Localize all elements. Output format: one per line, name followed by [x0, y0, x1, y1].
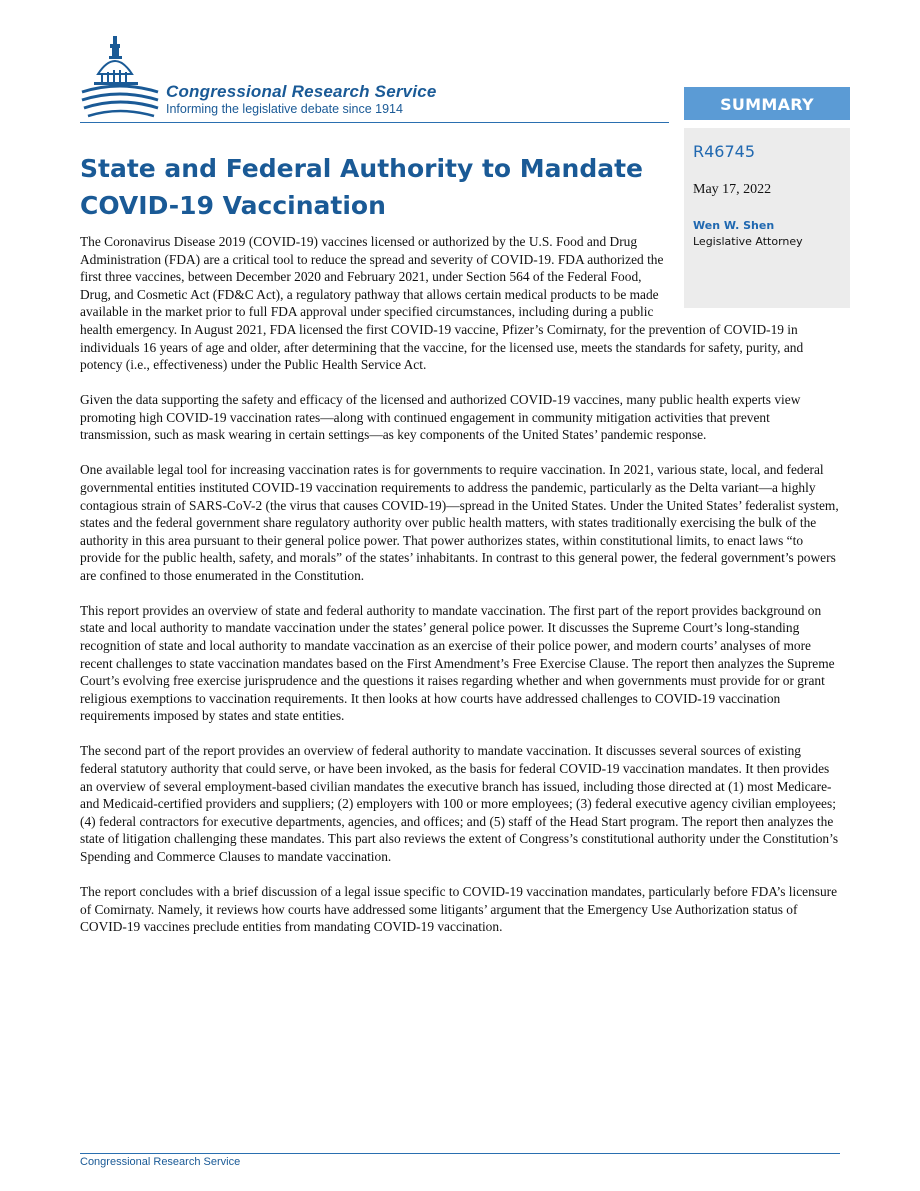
paragraph: The Coronavirus Disease 2019 (COVID-19) vaccines licensed or authorized by the U.S. Food and Drug Administration (FDA) are a critical tool to reduce the spread and severity of COVID-19. FDA authorized the first three vaccines, between December 2020 and February 2021, under Section 564 of the Federal Food, Drug, and Cosmetic Act (FD&C Act), a regulatory pathway that allows certain medical products to be made available in the market prior to full FDA approval under specified circumstances, including during a public health emergency. In August 2021, FDA licensed the first COVID-19 vaccine, Pfizer’s Comirnaty, for the prevention of COVID-19 in individuals 16 years of age and older, after determining that the vaccine, for the licensed use, meets the standards for safety, purity, and potency (i.e., effectiveness) under the Public Health Service Act.	[80, 234, 804, 373]
org-name: Congressional Research Service	[166, 82, 437, 101]
author-title: Legislative Attorney	[693, 235, 803, 248]
org-tagline: Informing the legislative debate since 1914	[166, 102, 403, 116]
sidebar-spacer	[668, 233, 840, 306]
paragraph: The second part of the report provides an overview of federal authority to mandate vaccination. It discusses several sources of existing federal statutory authority that could serve, or have been invoked, as the basis for federal COVID-19 vaccination mandates. It then provides an overview of several employment-based civilian mandates the executive branch has issued, including those directed at (1) most Medicare- and Medicaid-certified providers and suppliers; (2) employers with 100 or more employees; (3) federal executive agency civilian employees; (4) federal contractors for executive departments, agencies, and offices; and (5) staff of the Head Start program. The report then analyzes the state of litigation challenging these mandates. This part also reviews the extent of Congress’s constitutional authority under the Constitution’s Spending and Commerce Clauses to mandate vaccination.	[80, 743, 839, 864]
header-divider	[80, 122, 669, 123]
crs-logo	[80, 34, 480, 124]
author-name: Wen W. Shen	[693, 219, 775, 232]
page-title: State and Federal Authority to Mandate COVID-19 Vaccination	[80, 154, 644, 220]
capitol-dome-icon	[80, 34, 166, 124]
footer-divider	[80, 1153, 840, 1154]
summary-body	[80, 233, 840, 953]
footer-org-name: Congressional Research Service	[80, 1156, 241, 1168]
report-date: May 17, 2022	[693, 182, 772, 197]
paragraph: Given the data supporting the safety and efficacy of the licensed and authorized COVID-19 vaccines, many public health experts view promoting high COVID-19 vaccination rates—along with continued engagement in community mitigation activities that prevent transmission, such as mask wearing in certain settings—as key components of the United States’ pandemic response.	[80, 392, 801, 443]
paragraph: One available legal tool for increasing vaccination rates is for governments to require vaccination. In 2021, various state, local, and federal governmental entities instituted COVID-19 vaccination requirements to address the pandemic, particularly as the Delta variant—a highly contagious strain of SARS-CoV-2 (the virus that causes COVID-19)—spread in the United States. Under the United States’ federalist system, states and the federal government share regulatory authority over public health matters, with states traditionally exercising the bulk of the authority in this area pursuant to their general police power. That power authorizes states, within constitutional limits, to enact laws “to provide for the public health, safety, and morals” of the states’ inhabitants. In contrast to this general power, the federal government’s powers are confined to those enumerated in the Constitution.	[80, 462, 839, 583]
summary-label: SUMMARY	[684, 87, 850, 120]
paragraph: The report concludes with a brief discussion of a legal issue specific to COVID-19 vaccination mandates, particularly before FDA’s licensure of Comirnaty. Namely, it reviews how courts have addressed some litigants’ argument that the Emergency Use Authorization status of COVID-19 vaccines preclude entities from mandating COVID-19 vaccination.	[80, 883, 838, 935]
paragraph: This report provides an overview of state and federal authority to mandate vaccination. The first part of the report provides background on state and local authority to mandate vaccination under the states’ general police power. It discusses the Supreme Court’s long-standing recognition of state and local authority to mandate vaccination as an exercise of their police power, and modern courts’ analyses of more recent challenges to state vaccination mandates based on the First Amendment’s Free Exercise Clause. The report then analyzes the Supreme Court’s evolving free exercise jurisprudence and the questions it raises regarding whether and when governments must provide for or grant religious exemptions to vaccination requirements. It then looks at how courts have addressed challenges to COVID-19 vaccination requirements imposed by states and state entities.	[80, 602, 835, 724]
report-number: R46745	[693, 142, 756, 161]
